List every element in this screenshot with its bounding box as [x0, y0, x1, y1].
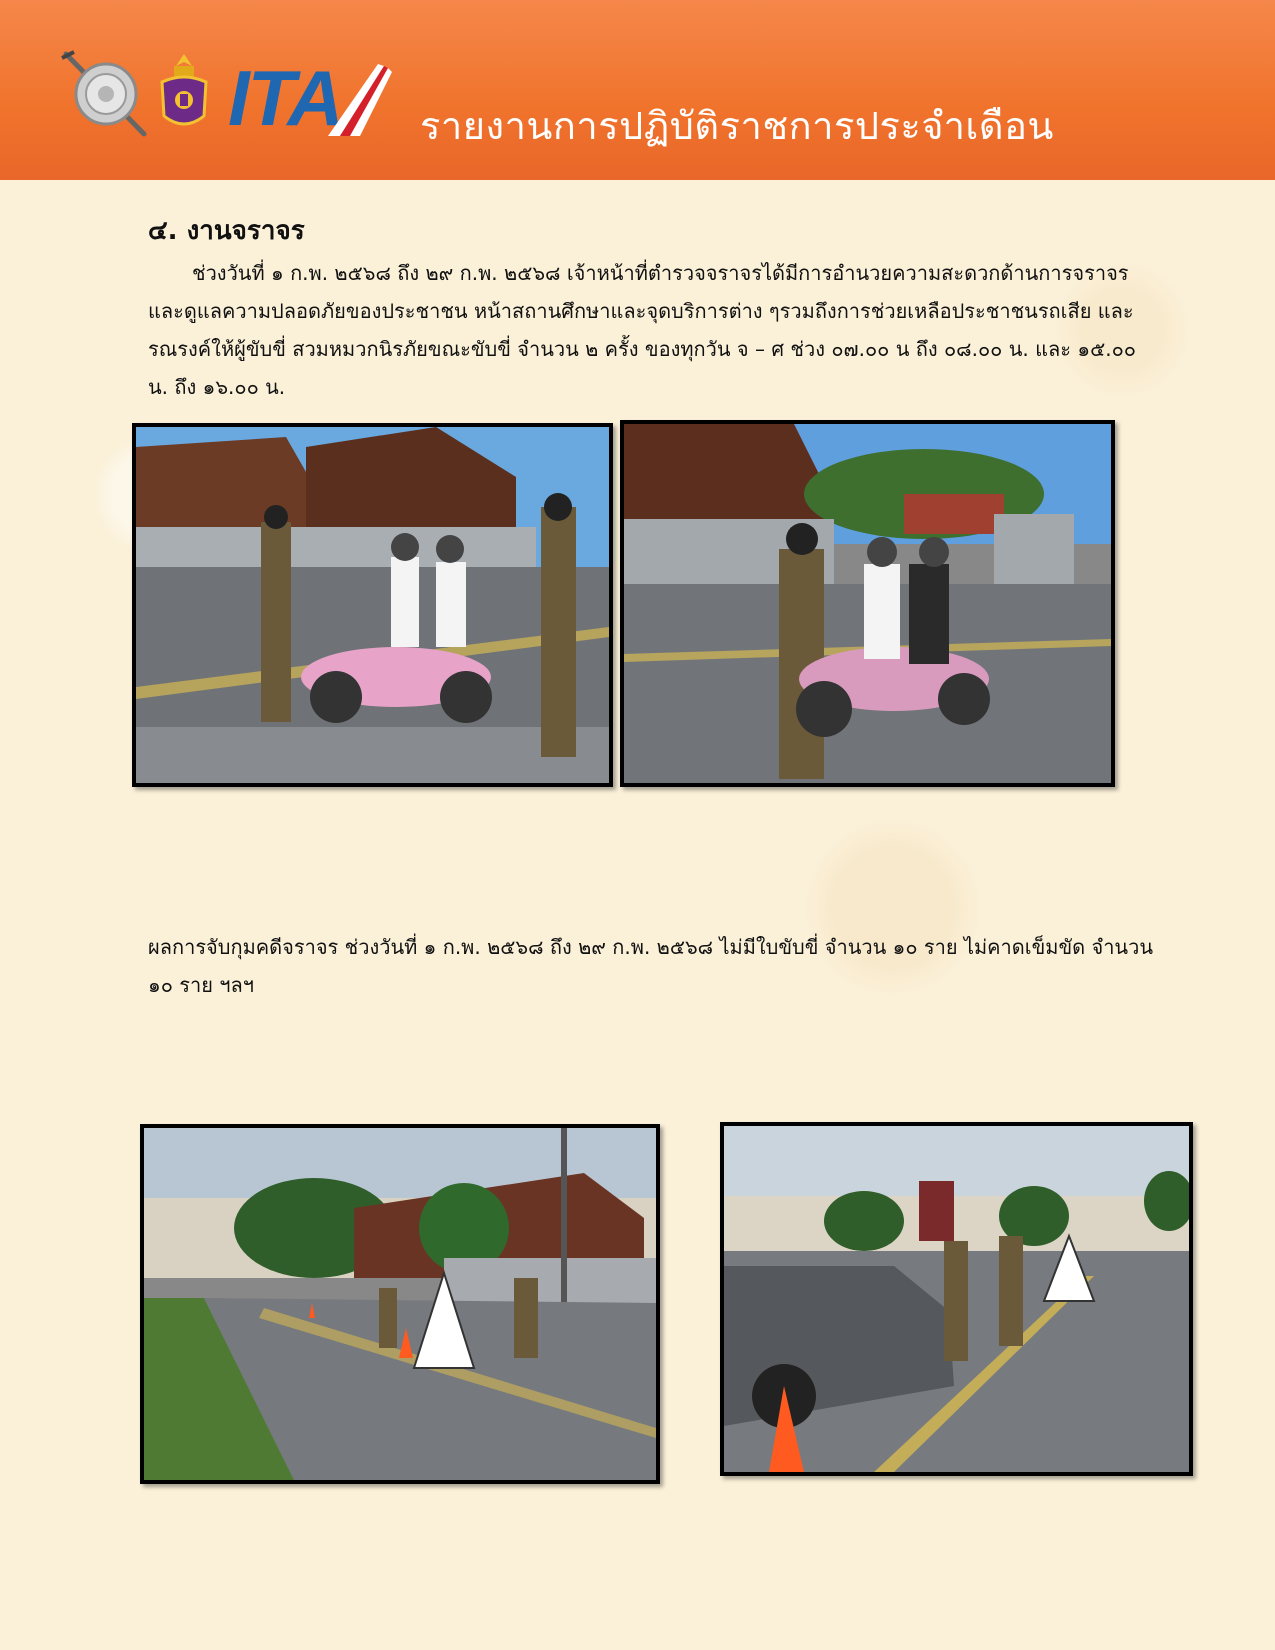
checkpoint-photo-1: [140, 1124, 660, 1484]
page-header: [0, 0, 1275, 180]
helmet-campaign-photo-2: [620, 420, 1115, 787]
checkpoint-photo-2: [720, 1122, 1193, 1476]
police-emblem-icon: [58, 50, 154, 140]
ita-logo: ITA: [228, 58, 393, 138]
section-heading: ๔. งานจราจร: [148, 216, 305, 246]
activity-paragraph: ช่วงวันที่ ๑ ก.พ. ๒๕๖๘ ถึง ๒๙ ก.พ. ๒๕๖๘ เจ้าหน้าที่ตำรวจจราจรได้มีการอำนวยความสะดวกด้านการจราจรและดูแลความปลอดภัยของประชาชน หน้าสถานศึกษาและจุดบริการต่าง ๆรวมถึงการช่วยเหลือประชาชนรถเสีย และ รณรงค์ให้ผู้ขับขี่ สวมหมวกนิรภัยขณะขับขี่ จำนวน ๒ ครั้ง ของทุกวัน จ – ศ ช่วง ๐๗.๐๐ น ถึง ๐๘.๐๐ น. และ ๑๕.๐๐ น. ถึง ๑๖.๐๐ น.: [148, 261, 1136, 399]
crest-icon: [156, 52, 212, 134]
arrest-summary-paragraph: ผลการจับกุมคดีจราจร ช่วงวันที่ ๑ ก.พ. ๒๕๖๘ ถึง ๒๙ ก.พ. ๒๕๖๘ ไม่มีใบขับขี่ จำนวน ๑๐ ราย ไม่คาดเข็มขัด จำนวน ๑๐ ราย ฯลฯ: [148, 935, 1154, 997]
page-title: รายงานการปฏิบัติราชการประจำเดือน: [420, 104, 1054, 148]
helmet-campaign-photo-1: [132, 423, 613, 787]
